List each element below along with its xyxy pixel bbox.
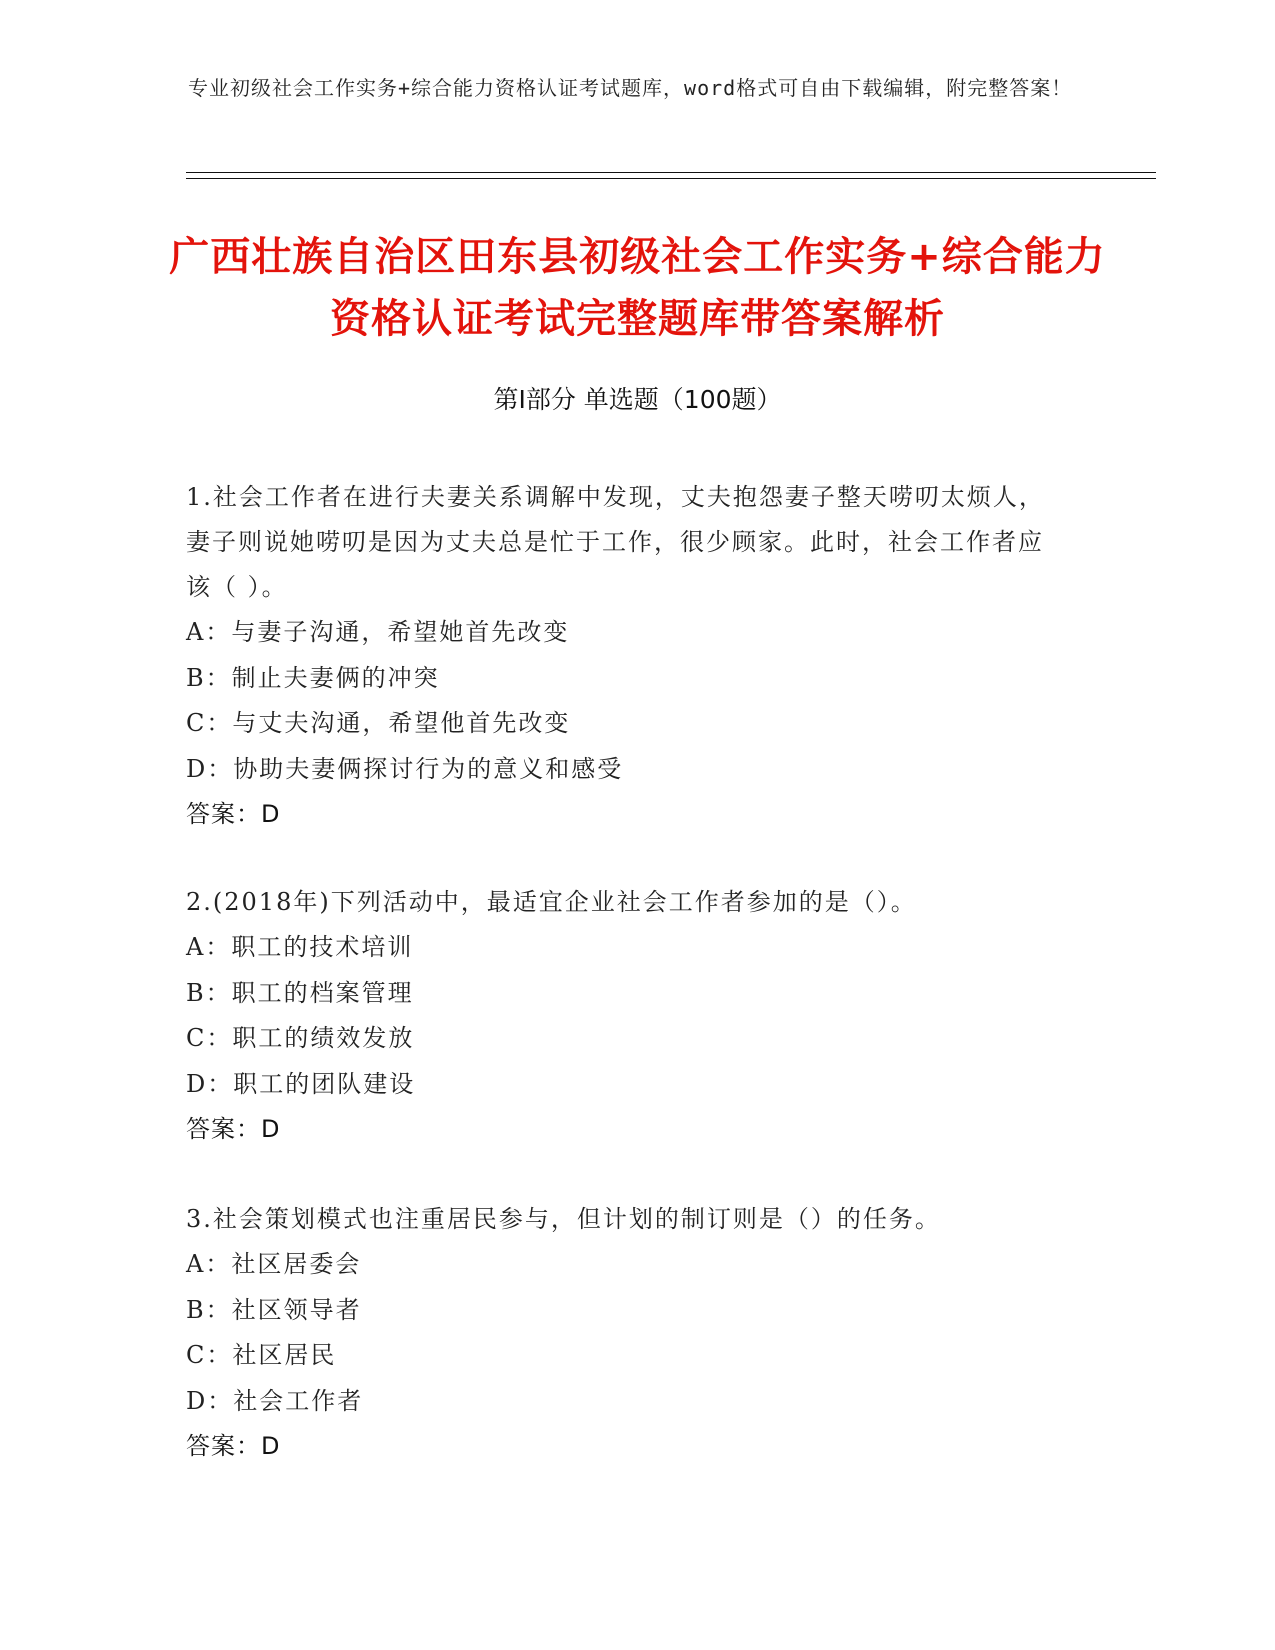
option-d: D：社会工作者 bbox=[186, 1386, 364, 1415]
question-2 bbox=[186, 880, 1066, 1152]
question-stem: 3.社会策划模式也注重居民参与，但计划的制订则是（）的任务。 bbox=[186, 1205, 941, 1233]
question-stem: 1.社会工作者在进行夫妻关系调解中发现，丈夫抱怨妻子整天唠叨太烦人，妻子则说她唠叨是因为丈夫总是忙于工作，很少顾家。此时，社会工作者应该（ ）。 bbox=[186, 483, 1045, 601]
question-3 bbox=[186, 1197, 1066, 1469]
option-a: A：与妻子沟通，希望她首先改变 bbox=[186, 618, 570, 646]
answer-line: 答案：D bbox=[186, 1115, 281, 1143]
option-c: C：与丈夫沟通，希望他首先改变 bbox=[186, 709, 571, 737]
option-d: D：协助夫妻俩探讨行为的意义和感受 bbox=[186, 754, 624, 783]
option-b: B：职工的档案管理 bbox=[186, 978, 414, 1007]
question-1 bbox=[186, 475, 1066, 837]
document-title: 广西壮族自治区田东县初级社会工作实务+综合能力资格认证考试完整题库带答案解析 bbox=[169, 234, 1106, 342]
section-title: 第Ⅰ部分 单选题（100题） bbox=[493, 385, 782, 414]
answer-line: 答案：D bbox=[186, 1432, 281, 1460]
option-b: B：社区领导者 bbox=[186, 1295, 362, 1324]
option-a: A：社区居委会 bbox=[186, 1250, 362, 1278]
option-c: C：社区居民 bbox=[186, 1341, 337, 1369]
header-note: 专业初级社会工作实务+综合能力资格认证考试题库，word格式可自由下载编辑，附完整答案！ bbox=[188, 76, 1073, 100]
header-divider-top bbox=[186, 172, 1156, 173]
answer-line: 答案：D bbox=[186, 800, 281, 828]
header-divider-bottom bbox=[186, 178, 1156, 179]
question-stem: 2.(2018年)下列活动中，最适宜企业社会工作者参加的是（）。 bbox=[186, 888, 917, 916]
option-d: D：职工的团队建设 bbox=[186, 1069, 416, 1098]
option-c: C：职工的绩效发放 bbox=[186, 1024, 415, 1052]
option-a: A：职工的技术培训 bbox=[186, 933, 414, 961]
option-b: B：制止夫妻俩的冲突 bbox=[186, 663, 440, 692]
